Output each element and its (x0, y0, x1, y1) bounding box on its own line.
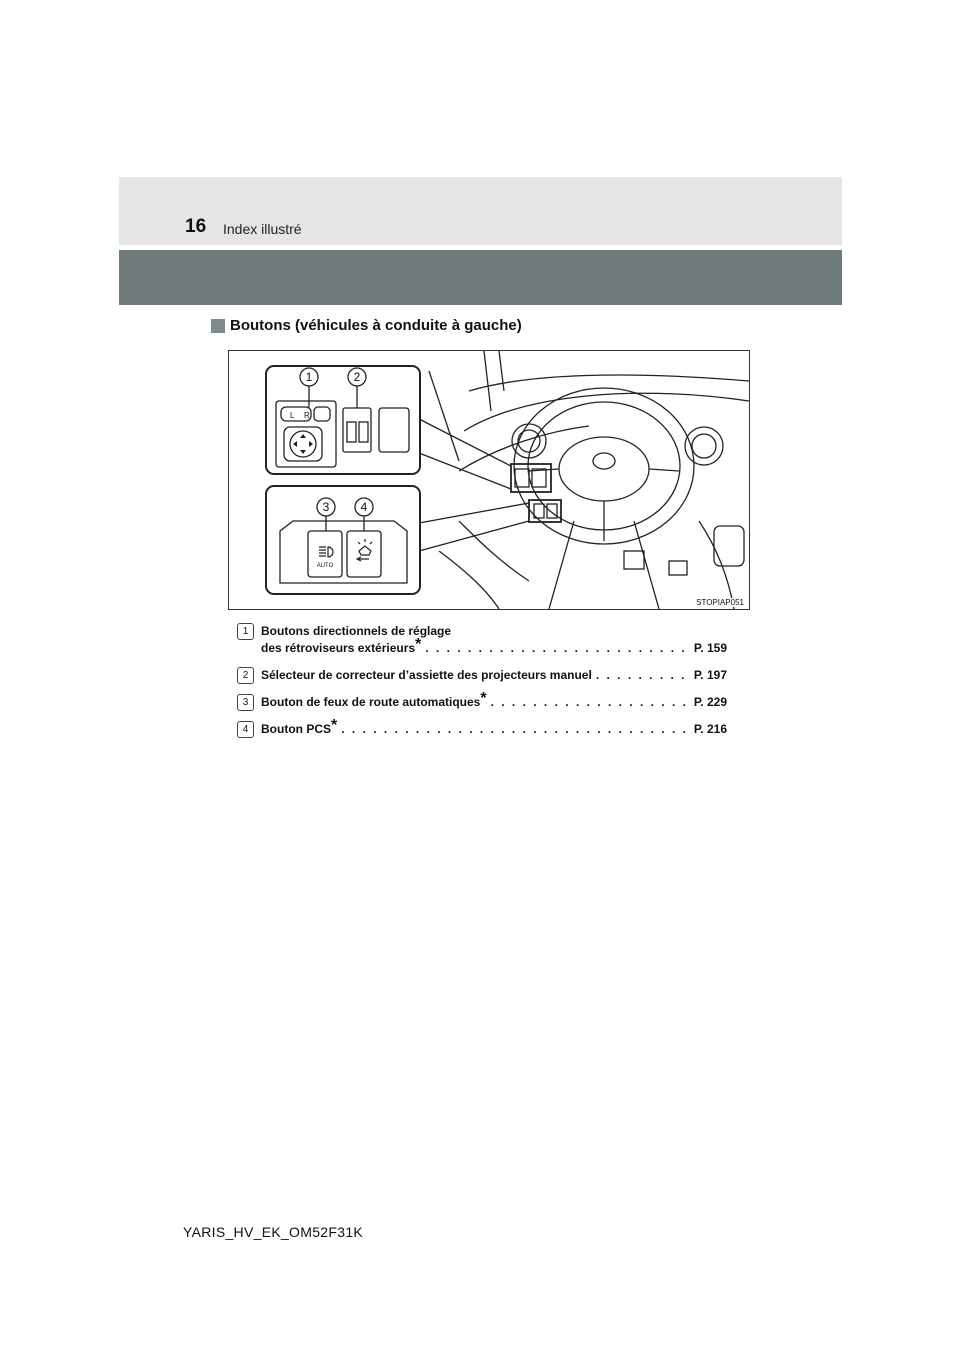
callout-1: 1 (305, 370, 313, 384)
mirror-left-label: L (290, 411, 295, 420)
square-bullet-icon (211, 319, 225, 333)
item-number-badge: 3 (237, 694, 254, 711)
leader-dots (425, 640, 688, 657)
figure-code: STOPIAP051 (696, 598, 744, 607)
dashboard-drawing (229, 351, 749, 609)
callout-2: 2 (353, 370, 361, 384)
asterisk-icon: * (415, 636, 422, 653)
page-reference-link[interactable]: P. 197 (693, 668, 727, 682)
footer-doc-code: YARIS_HV_EK_OM52F31K (183, 1224, 364, 1240)
list-item (237, 690, 727, 711)
item-label: Bouton PCS* (261, 717, 338, 736)
section-title: Boutons (véhicules à conduite à gauche) (230, 317, 522, 334)
page-number: 16 (185, 216, 207, 237)
list-item (237, 623, 727, 657)
item-label: des rétroviseurs extérieurs* (261, 636, 422, 655)
page-reference-link[interactable]: P. 159 (693, 641, 727, 655)
button-list (237, 623, 727, 748)
asterisk-icon: * (331, 717, 338, 734)
callout-4: 4 (360, 500, 368, 514)
list-item (237, 717, 727, 738)
auto-high-beam-icon (319, 547, 333, 557)
section-heading (211, 317, 522, 334)
page-reference-link[interactable]: P. 229 (693, 695, 727, 709)
leader-dots (596, 667, 688, 684)
page-reference-link[interactable]: P. 216 (693, 722, 727, 736)
section-name: Index illustré (223, 221, 302, 237)
auto-label: AUTO (316, 563, 334, 569)
item-number-badge: 1 (237, 623, 254, 640)
leader-dots (341, 721, 688, 738)
item-label: Sélecteur de correcteur d’assiette des projecteurs manuel (261, 668, 592, 682)
item-number-badge: 2 (237, 667, 254, 684)
item-label-line1: Boutons directionnels de réglage (261, 624, 452, 638)
dashboard-illustration (228, 350, 750, 610)
list-item (237, 667, 727, 684)
header-dark-band (119, 250, 842, 305)
item-number-badge: 4 (237, 721, 254, 738)
mirror-right-label: R (304, 411, 310, 420)
callout-3: 3 (322, 500, 330, 514)
leader-dots (491, 694, 688, 711)
item-label: Bouton de feux de route automatiques* (261, 690, 487, 709)
pcs-icon (357, 539, 372, 561)
asterisk-icon: * (480, 690, 487, 707)
